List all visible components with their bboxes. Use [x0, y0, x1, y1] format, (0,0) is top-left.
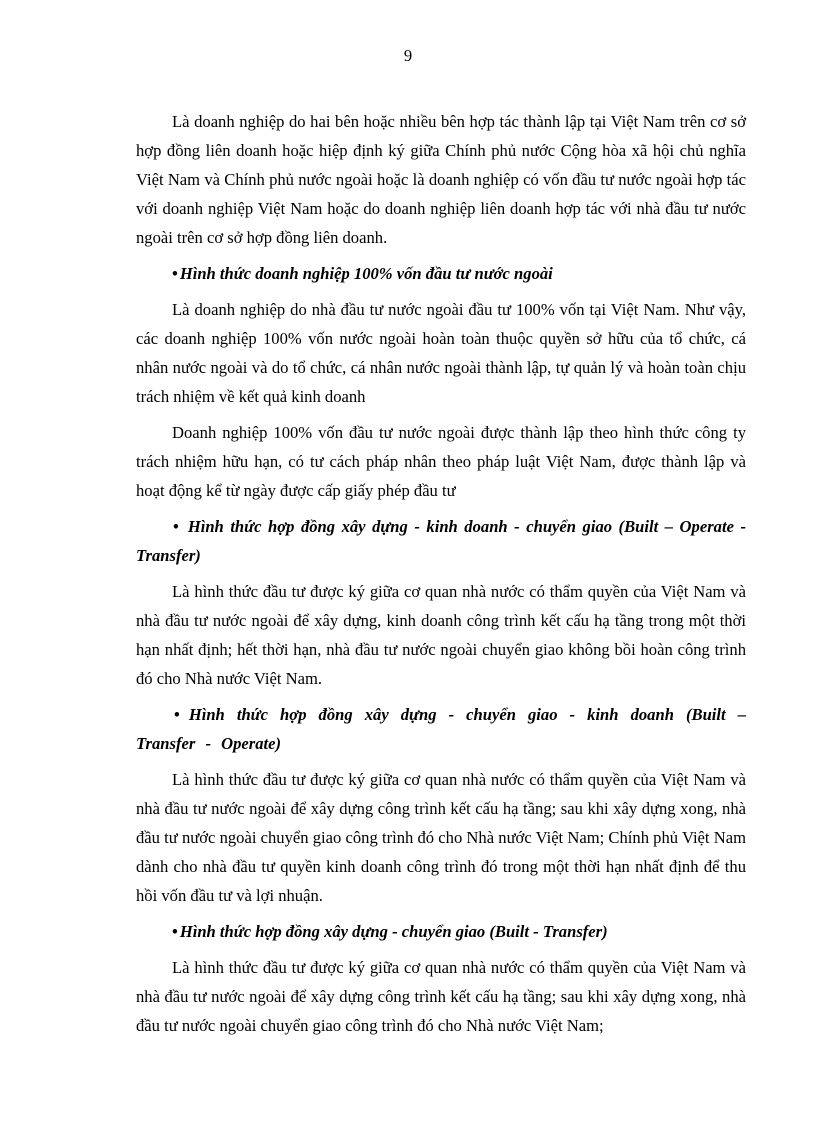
document-body [136, 107, 746, 1047]
paragraph-bot-definition: Là hình thức đầu tư được ký giữa cơ quan nhà nước có thẩm quyền của Việt Nam và nhà đầu tư nước ngoài để xây dựng, kinh doanh công trình kết cấu hạ tầng trong một thời hạn nhất định; hết thời hạn, nhà đầu tư nước ngoài chuyển giao không bồi hoàn công trình đó cho Nhà nước Việt Nam. [136, 582, 746, 688]
heading-text: Hình thức hợp đồng xây dựng - kinh doanh - chuyển giao (Built – Operate - Transfer) [136, 517, 746, 565]
paragraph-100-percent-legal-form: Doanh nghiệp 100% vốn đầu tư nước ngoài được thành lập theo hình thức công ty trách nhiệm hữu hạn, có tư cách pháp nhân theo pháp luật Việt Nam, được thành lập và hoạt động kể từ ngày được cấp giấy phép đầu tư [136, 423, 746, 500]
paragraph-100-percent-definition: Là doanh nghiệp do nhà đầu tư nước ngoài đầu tư 100% vốn tại Việt Nam. Như vậy, các doanh nghiệp 100% vốn nước ngoài hoàn toàn thuộc quyền sở hữu của tổ chức, cá nhân nước ngoài và do tổ chức, cá nhân nước ngoài thành lập, tự quản lý và hoàn toàn chịu trách nhiệm về kết quả kinh doanh [136, 300, 746, 406]
heading-bto-contract [136, 700, 746, 758]
heading-text: Hình thức doanh nghiệp 100% vốn đầu tư nước ngoài [179, 264, 553, 283]
bullet-icon: • [174, 705, 180, 724]
heading-100-percent-foreign-enterprise [136, 259, 746, 288]
page-number: 9 [403, 46, 413, 65]
heading-bt-contract [136, 917, 746, 946]
heading-bot-contract [136, 512, 746, 570]
heading-text: Hình thức hợp đồng xây dựng - chuyển giao (Built - Transfer) [179, 922, 608, 941]
heading-text: Hình thức hợp đồng xây dựng - chuyển giao - kinh doanh (Built – Transfer - Operate) [136, 705, 746, 753]
bullet-icon: • [172, 922, 178, 941]
paragraph-bt-definition: Là hình thức đầu tư được ký giữa cơ quan nhà nước có thẩm quyền của Việt Nam và nhà đầu tư nước ngoài để xây dựng công trình kết cấu hạ tầng; sau khi xây dựng xong, nhà đầu tư nước ngoài chuyển giao công trình đó cho Nhà nước Việt Nam; [136, 958, 746, 1035]
paragraph-joint-venture-definition: Là doanh nghiệp do hai bên hoặc nhiều bên hợp tác thành lập tại Việt Nam trên cơ sở hợp đồng liên doanh hoặc hiệp định ký giữa Chính phủ nước Cộng hòa xã hội chủ nghĩa Việt Nam và Chính phủ nước ngoài hoặc là doanh nghiệp có vốn đầu tư nước ngoài hợp tác với doanh nghiệp Việt Nam hoặc do doanh nghiệp liên doanh hợp tác với nhà đầu tư nước ngoài trên cơ sở hợp đồng liên doanh. [136, 112, 746, 247]
bullet-icon: • [173, 517, 179, 536]
paragraph-bto-definition: Là hình thức đầu tư được ký giữa cơ quan nhà nước có thẩm quyền của Việt Nam và nhà đầu tư nước ngoài để xây dựng công trình kết cấu hạ tầng; sau khi xây dựng xong, nhà đầu tư nước ngoài chuyển giao công trình đó cho Nhà nước Việt Nam; Chính phủ Việt Nam dành cho nhà đầu tư quyền kinh doanh công trình đó trong một thời hạn nhất định để thu hồi vốn đầu tư và lợi nhuận. [136, 770, 746, 905]
bullet-icon: • [172, 264, 178, 283]
